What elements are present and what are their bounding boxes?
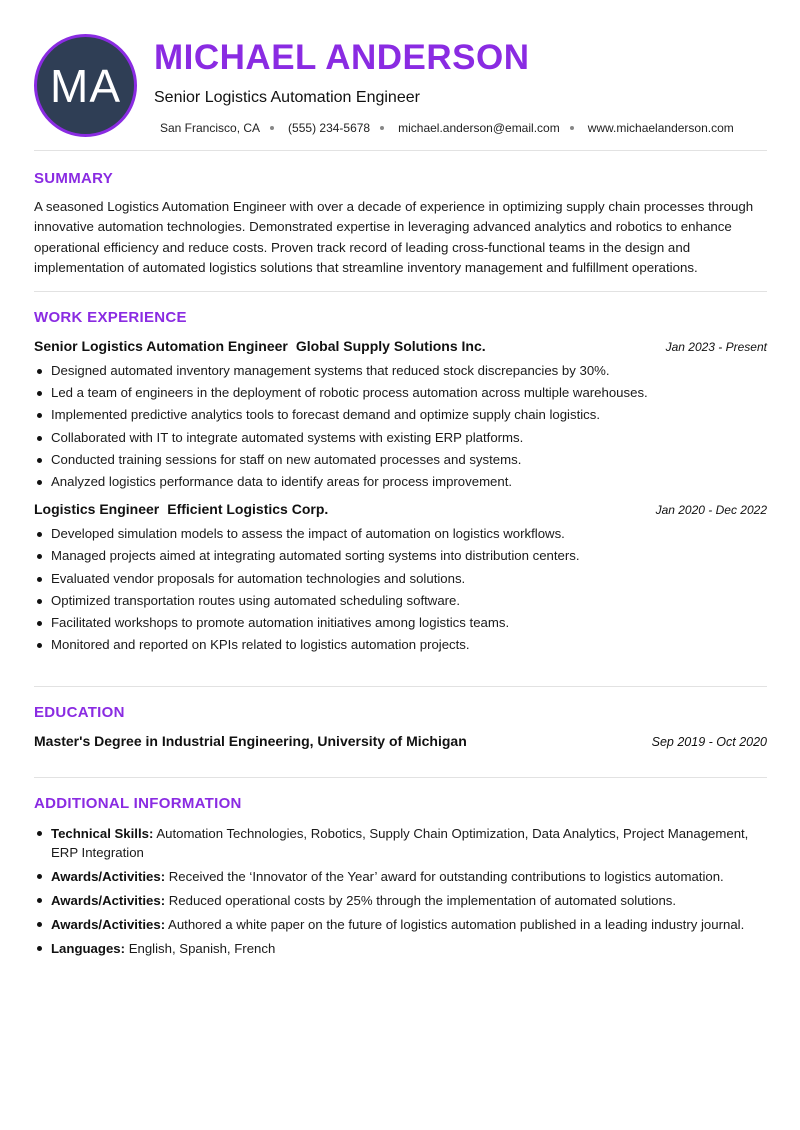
job-company: Efficient Logistics Corp.	[167, 501, 329, 518]
additional-info-list	[34, 824, 767, 958]
job-header	[34, 338, 767, 354]
list-item: Developed simulation models to assess the impact of automation on logistics workflows.	[34, 523, 767, 545]
info-label: Awards/Activities:	[51, 869, 166, 884]
section-heading-work: WORK EXPERIENCE	[34, 309, 187, 326]
job-role-line	[34, 338, 486, 354]
separator-dot	[570, 126, 574, 130]
summary-section	[34, 170, 767, 278]
list-item: Implemented predictive analytics tools to forecast demand and optimize supply chain logistics.	[34, 404, 767, 426]
contact-website[interactable]: www.michaelanderson.com	[587, 121, 734, 135]
resume-page	[34, 0, 767, 956]
list-item	[34, 915, 767, 934]
list-item: Designed automated inventory management systems that reduced stock discrepancies by 30%.	[34, 360, 767, 382]
info-text: English, Spanish, French	[128, 941, 276, 956]
separator-dot	[380, 126, 384, 130]
contact-location: San Francisco, CA	[160, 121, 261, 135]
separator-dot	[270, 126, 274, 130]
list-item	[34, 867, 767, 886]
education-dates: Sep 2019 - Oct 2020	[651, 735, 767, 749]
info-label: Languages:	[51, 941, 126, 956]
contact-line	[160, 121, 734, 135]
list-item: Managed projects aimed at integrating automated sorting systems into distribution centers.	[34, 545, 767, 567]
job-dates: Jan 2023 - Present	[665, 340, 767, 354]
divider	[34, 150, 767, 151]
candidate-name: MICHAEL ANDERSON	[154, 38, 530, 77]
list-item: Analyzed logistics performance data to identify areas for process improvement.	[34, 471, 767, 493]
list-item: Collaborated with IT to integrate automated systems with existing ERP platforms.	[34, 427, 767, 449]
info-label: Technical Skills:	[51, 826, 154, 841]
job-role: Logistics Engineer	[34, 501, 160, 518]
info-text: Automation Technologies, Robotics, Supply Chain Optimization, Data Analytics, Project Management, ERP Integration	[51, 826, 749, 860]
work-experience-section	[34, 309, 767, 656]
education-entry	[34, 733, 767, 749]
list-item: Optimized transportation routes using automated scheduling software.	[34, 590, 767, 612]
avatar-initials: MA	[50, 59, 121, 112]
list-item: Conducted training sessions for staff on new automated processes and systems.	[34, 449, 767, 471]
divider	[34, 686, 767, 687]
job-header	[34, 501, 767, 517]
section-heading-summary: SUMMARY	[34, 170, 114, 187]
job-bullets	[34, 523, 767, 656]
section-heading-education: EDUCATION	[34, 704, 125, 721]
job-bullets	[34, 360, 767, 493]
education-degree: Master's Degree in Industrial Engineering, University of Michigan	[34, 733, 467, 749]
divider	[34, 777, 767, 778]
divider	[34, 291, 767, 292]
info-label: Awards/Activities:	[51, 893, 166, 908]
resume-header	[34, 0, 767, 150]
job-entry	[34, 501, 767, 656]
avatar	[34, 34, 137, 137]
list-item	[34, 891, 767, 910]
additional-info-section	[34, 795, 767, 963]
job-entry	[34, 338, 767, 493]
list-item: Led a team of engineers in the deployment of robotic process automation across multiple warehouses.	[34, 382, 767, 404]
list-item	[34, 939, 767, 958]
info-text: Received the ‘Innovator of the Year’ award for outstanding contributions to logistics automation.	[168, 869, 724, 884]
contact-phone: (555) 234-5678	[288, 121, 371, 135]
section-heading-additional: ADDITIONAL INFORMATION	[34, 795, 242, 812]
list-item: Monitored and reported on KPIs related to logistics automation projects.	[34, 634, 767, 656]
job-company: Global Supply Solutions Inc.	[295, 338, 486, 354]
list-item: Facilitated workshops to promote automation initiatives among logistics teams.	[34, 612, 767, 634]
list-item	[34, 824, 767, 862]
candidate-title: Senior Logistics Automation Engineer	[154, 89, 420, 106]
contact-email[interactable]: michael.anderson@email.com	[398, 121, 560, 135]
job-dates: Jan 2020 - Dec 2022	[655, 503, 767, 518]
info-label: Awards/Activities:	[51, 917, 166, 932]
job-role: Senior Logistics Automation Engineer	[34, 338, 288, 354]
list-item: Evaluated vendor proposals for automation technologies and solutions.	[34, 568, 767, 590]
education-section	[34, 704, 767, 749]
info-text: Authored a white paper on the future of logistics automation published in a leading industry journal.	[168, 917, 745, 932]
summary-text: A seasoned Logistics Automation Engineer with over a decade of experience in optimizing supply chain processes through innovative automation technologies. Demonstrated expertise in leveraging advanced analytics and robotics to enhance operational efficiency and reduce costs. Proven track record of leading cross-functional teams in the design and implementation of automated logistics solutions that streamline inventory management and fulfillment operations.	[34, 199, 754, 275]
info-text: Reduced operational costs by 25% through the implementation of automated solutions.	[168, 893, 677, 908]
job-role-line	[34, 501, 328, 517]
